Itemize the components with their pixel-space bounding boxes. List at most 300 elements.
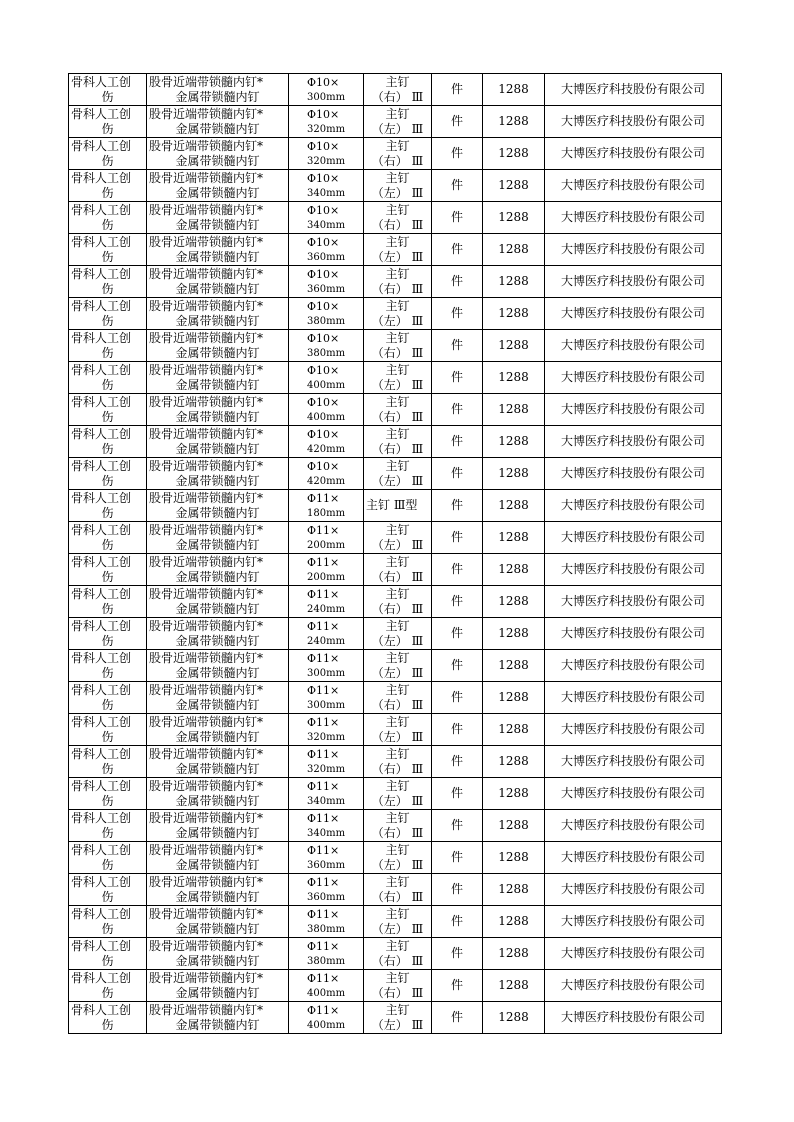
product-name-cell-line-2: 金属带锁髓内钉 [175, 537, 260, 552]
company-cell-text: 大博医疗科技股份有限公司 [560, 114, 705, 128]
company-cell [545, 906, 722, 938]
category-cell-line-2: 伤 [101, 633, 114, 648]
category-cell-line-2: 伤 [101, 505, 114, 520]
company-cell [545, 138, 722, 170]
product-name-cell [147, 138, 289, 170]
spec-cell [289, 458, 364, 490]
category-cell [69, 650, 147, 682]
product-name-cell [147, 170, 289, 202]
company-cell-text: 大博医疗科技股份有限公司 [560, 242, 705, 256]
unit-cell [432, 266, 483, 298]
price-cell [483, 554, 545, 586]
category-cell [69, 298, 147, 330]
company-cell [545, 202, 722, 234]
spec-cell-line-1: Φ11× [307, 1003, 340, 1017]
category-cell [69, 266, 147, 298]
unit-cell [432, 522, 483, 554]
unit-cell [432, 746, 483, 778]
product-name-cell-line-2: 金属带锁髓内钉 [175, 1017, 260, 1032]
model-cell-line-1: 主钉 [385, 138, 410, 153]
product-name-cell-line-1: 股骨近端带锁髓内钉* [149, 810, 264, 825]
company-cell-text: 大博医疗科技股份有限公司 [560, 434, 705, 448]
spec-cell-line-1: Φ11× [307, 715, 340, 729]
category-cell [69, 394, 147, 426]
category-cell-line-1: 骨科人工创 [71, 682, 132, 697]
model-cell [364, 330, 432, 362]
category-cell-line-2: 伤 [101, 121, 114, 136]
model-cell-line-1: 主钉 [385, 1002, 410, 1017]
model-cell-line-1: 主钉 [385, 234, 410, 249]
unit-cell [432, 234, 483, 266]
document-page [68, 73, 722, 1034]
table-row [69, 330, 722, 362]
spec-cell-line-2: 200mm [307, 539, 346, 551]
unit-cell-text: 件 [450, 466, 463, 480]
category-cell-line-1: 骨科人工创 [71, 330, 132, 345]
unit-cell-text: 件 [450, 882, 463, 896]
spec-cell-line-2: 320mm [307, 155, 346, 167]
unit-cell-text: 件 [450, 594, 463, 608]
category-cell-line-2: 伤 [101, 441, 114, 456]
company-cell [545, 970, 722, 1002]
price-cell [483, 682, 545, 714]
product-name-cell-line-1: 股骨近端带锁髓内钉* [149, 394, 264, 409]
category-cell [69, 586, 147, 618]
unit-cell [432, 810, 483, 842]
price-cell-text: 1288 [498, 530, 529, 544]
spec-cell-line-2: 340mm [307, 187, 346, 199]
model-cell [364, 810, 432, 842]
unit-cell-text: 件 [450, 82, 463, 96]
product-name-cell-line-1: 股骨近端带锁髓内钉* [149, 746, 264, 761]
company-cell [545, 234, 722, 266]
category-cell-line-1: 骨科人工创 [71, 138, 132, 153]
spec-cell [289, 778, 364, 810]
model-cell-line-2: （左） Ⅲ [371, 473, 424, 488]
product-name-cell-line-2: 金属带锁髓内钉 [175, 217, 260, 232]
category-cell-line-2: 伤 [101, 249, 114, 264]
price-cell [483, 490, 545, 522]
product-name-cell-line-1: 股骨近端带锁髓内钉* [149, 778, 264, 793]
category-cell [69, 554, 147, 586]
product-name-cell [147, 810, 289, 842]
company-cell [545, 714, 722, 746]
spec-cell-line-1: Φ11× [307, 491, 340, 505]
category-cell [69, 138, 147, 170]
unit-cell-text: 件 [450, 914, 463, 928]
model-cell-line-2: （右） Ⅲ [371, 601, 424, 616]
category-cell [69, 682, 147, 714]
price-cell-text: 1288 [498, 1010, 529, 1024]
price-cell-text: 1288 [498, 754, 529, 768]
unit-cell [432, 74, 483, 106]
product-name-cell-line-2: 金属带锁髓内钉 [175, 89, 260, 104]
table-row [69, 810, 722, 842]
model-cell-line-1: 主钉 [385, 842, 410, 857]
spec-cell-line-2: 380mm [307, 923, 346, 935]
model-cell [364, 522, 432, 554]
spec-cell [289, 522, 364, 554]
product-name-cell-line-2: 金属带锁髓内钉 [175, 345, 260, 360]
company-cell [545, 746, 722, 778]
price-cell [483, 586, 545, 618]
company-cell [545, 554, 722, 586]
product-name-cell-line-1: 股骨近端带锁髓内钉* [149, 874, 264, 889]
product-name-cell-line-1: 股骨近端带锁髓内钉* [149, 554, 264, 569]
spec-cell [289, 202, 364, 234]
spec-cell-line-1: Φ11× [307, 971, 340, 985]
model-cell-line-2: （左） Ⅲ [371, 377, 424, 392]
model-cell-line-1: 主钉 [385, 778, 410, 793]
price-cell [483, 714, 545, 746]
unit-cell [432, 362, 483, 394]
spec-cell-line-2: 360mm [307, 283, 346, 295]
spec-cell-line-1: Φ11× [307, 523, 340, 537]
table-row [69, 138, 722, 170]
model-cell-line-2: （右） Ⅲ [371, 441, 424, 456]
price-cell-text: 1288 [498, 818, 529, 832]
table-row [69, 266, 722, 298]
company-cell [545, 810, 722, 842]
model-cell [364, 202, 432, 234]
product-name-cell-line-2: 金属带锁髓内钉 [175, 569, 260, 584]
category-cell-line-2: 伤 [101, 537, 114, 552]
category-cell-line-2: 伤 [101, 889, 114, 904]
unit-cell-text: 件 [450, 786, 463, 800]
category-cell-line-2: 伤 [101, 217, 114, 232]
price-cell [483, 298, 545, 330]
company-cell-text: 大博医疗科技股份有限公司 [560, 594, 705, 608]
product-name-cell-line-2: 金属带锁髓内钉 [175, 889, 260, 904]
model-cell-line-2: （左） Ⅲ [371, 249, 424, 264]
category-cell [69, 362, 147, 394]
spec-cell-line-2: 400mm [307, 411, 346, 423]
product-name-cell-line-1: 股骨近端带锁髓内钉* [149, 682, 264, 697]
spec-cell-line-2: 320mm [307, 123, 346, 135]
company-cell-text: 大博医疗科技股份有限公司 [560, 82, 705, 96]
unit-cell [432, 778, 483, 810]
unit-cell [432, 618, 483, 650]
product-name-cell [147, 298, 289, 330]
spec-cell [289, 426, 364, 458]
model-cell-line-2: （右） Ⅲ [371, 825, 424, 840]
price-cell [483, 522, 545, 554]
product-name-cell [147, 714, 289, 746]
company-cell [545, 842, 722, 874]
price-cell-text: 1288 [498, 946, 529, 960]
spec-cell [289, 938, 364, 970]
spec-cell-line-2: 300mm [307, 699, 346, 711]
product-name-cell-line-2: 金属带锁髓内钉 [175, 953, 260, 968]
company-cell-text: 大博医疗科技股份有限公司 [560, 818, 705, 832]
model-cell-text: 主钉 Ⅲ型 [366, 498, 418, 512]
product-name-cell [147, 330, 289, 362]
category-cell-line-2: 伤 [101, 793, 114, 808]
table-row [69, 874, 722, 906]
price-cell-text: 1288 [498, 306, 529, 320]
product-name-cell-line-1: 股骨近端带锁髓内钉* [149, 714, 264, 729]
model-cell-line-1: 主钉 [385, 106, 410, 121]
spec-cell [289, 650, 364, 682]
spec-cell-line-1: Φ11× [307, 875, 340, 889]
spec-cell [289, 618, 364, 650]
product-name-cell-line-2: 金属带锁髓内钉 [175, 697, 260, 712]
category-cell [69, 170, 147, 202]
spec-cell [289, 682, 364, 714]
spec-cell-line-1: Φ10× [307, 427, 340, 441]
model-cell-line-2: （左） Ⅲ [371, 633, 424, 648]
spec-cell-line-2: 400mm [307, 1019, 346, 1031]
table-row [69, 234, 722, 266]
table-row [69, 682, 722, 714]
unit-cell-text: 件 [450, 754, 463, 768]
unit-cell-text: 件 [450, 178, 463, 192]
model-cell-line-1: 主钉 [385, 202, 410, 217]
model-cell-line-1: 主钉 [385, 746, 410, 761]
unit-cell [432, 426, 483, 458]
category-cell-line-1: 骨科人工创 [71, 746, 132, 761]
spec-cell-line-2: 380mm [307, 315, 346, 327]
unit-cell-text: 件 [450, 242, 463, 256]
model-cell-line-2: （左） Ⅲ [371, 121, 424, 136]
product-name-cell [147, 74, 289, 106]
product-name-cell [147, 586, 289, 618]
model-cell-line-1: 主钉 [385, 554, 410, 569]
spec-cell-line-2: 240mm [307, 635, 346, 647]
company-cell-text: 大博医疗科技股份有限公司 [560, 210, 705, 224]
model-cell-line-2: （左） Ⅲ [371, 537, 424, 552]
model-cell-line-2: （右） Ⅲ [371, 345, 424, 360]
category-cell-line-1: 骨科人工创 [71, 490, 132, 505]
model-cell-line-2: （左） Ⅲ [371, 665, 424, 680]
product-name-cell [147, 682, 289, 714]
company-cell [545, 522, 722, 554]
model-cell-line-2: （左） Ⅲ [371, 729, 424, 744]
spec-cell [289, 1002, 364, 1034]
price-cell-text: 1288 [498, 274, 529, 288]
model-cell [364, 714, 432, 746]
category-cell-line-1: 骨科人工创 [71, 202, 132, 217]
product-name-cell-line-1: 股骨近端带锁髓内钉* [149, 490, 264, 505]
model-cell-line-2: （右） Ⅲ [371, 953, 424, 968]
model-cell-line-2: （右） Ⅲ [371, 409, 424, 424]
product-name-cell [147, 618, 289, 650]
category-cell [69, 202, 147, 234]
spec-cell-line-2: 400mm [307, 379, 346, 391]
product-name-cell-line-1: 股骨近端带锁髓内钉* [149, 586, 264, 601]
product-name-cell-line-2: 金属带锁髓内钉 [175, 601, 260, 616]
category-cell-line-1: 骨科人工创 [71, 714, 132, 729]
model-cell-line-2: （右） Ⅲ [371, 217, 424, 232]
product-name-cell-line-1: 股骨近端带锁髓内钉* [149, 74, 264, 89]
product-name-cell-line-2: 金属带锁髓内钉 [175, 249, 260, 264]
spec-cell-line-1: Φ10× [307, 299, 340, 313]
model-cell-line-2: （右） Ⅲ [371, 281, 424, 296]
product-name-cell-line-1: 股骨近端带锁髓内钉* [149, 298, 264, 313]
model-cell-line-2: （右） Ⅲ [371, 569, 424, 584]
price-cell [483, 778, 545, 810]
company-cell [545, 458, 722, 490]
company-cell-text: 大博医疗科技股份有限公司 [560, 306, 705, 320]
price-cell-text: 1288 [498, 658, 529, 672]
price-cell-text: 1288 [498, 562, 529, 576]
spec-cell-line-2: 420mm [307, 443, 346, 455]
spec-cell-line-2: 360mm [307, 859, 346, 871]
category-cell-line-2: 伤 [101, 601, 114, 616]
price-cell-text: 1288 [498, 498, 529, 512]
product-name-cell-line-1: 股骨近端带锁髓内钉* [149, 1002, 264, 1017]
product-name-cell-line-2: 金属带锁髓内钉 [175, 473, 260, 488]
company-cell [545, 682, 722, 714]
company-cell [545, 298, 722, 330]
price-cell [483, 138, 545, 170]
spec-cell-line-1: Φ11× [307, 619, 340, 633]
product-name-cell [147, 650, 289, 682]
category-cell-line-1: 骨科人工创 [71, 298, 132, 313]
product-name-cell [147, 202, 289, 234]
unit-cell [432, 138, 483, 170]
model-cell [364, 1002, 432, 1034]
category-cell-line-2: 伤 [101, 153, 114, 168]
product-name-cell-line-2: 金属带锁髓内钉 [175, 985, 260, 1000]
company-cell-text: 大博医疗科技股份有限公司 [560, 498, 705, 512]
product-name-cell-line-1: 股骨近端带锁髓内钉* [149, 170, 264, 185]
category-cell-line-2: 伤 [101, 1017, 114, 1032]
spec-cell-line-2: 360mm [307, 891, 346, 903]
product-name-cell-line-1: 股骨近端带锁髓内钉* [149, 234, 264, 249]
unit-cell [432, 298, 483, 330]
category-cell [69, 906, 147, 938]
company-cell-text: 大博医疗科技股份有限公司 [560, 626, 705, 640]
model-cell-line-2: （左） Ⅲ [371, 793, 424, 808]
category-cell-line-1: 骨科人工创 [71, 522, 132, 537]
table-row [69, 618, 722, 650]
model-cell-line-1: 主钉 [385, 586, 410, 601]
model-cell-line-1: 主钉 [385, 650, 410, 665]
category-cell-line-2: 伤 [101, 89, 114, 104]
spec-cell-line-1: Φ11× [307, 587, 340, 601]
spec-cell-line-2: 340mm [307, 219, 346, 231]
company-cell-text: 大博医疗科技股份有限公司 [560, 850, 705, 864]
company-cell-text: 大博医疗科技股份有限公司 [560, 178, 705, 192]
product-name-cell-line-1: 股骨近端带锁髓内钉* [149, 266, 264, 281]
model-cell [364, 234, 432, 266]
price-cell [483, 74, 545, 106]
product-name-cell-line-2: 金属带锁髓内钉 [175, 377, 260, 392]
unit-cell [432, 490, 483, 522]
spec-cell-line-1: Φ10× [307, 203, 340, 217]
category-cell [69, 618, 147, 650]
price-cell-text: 1288 [498, 146, 529, 160]
product-price-table [68, 73, 722, 1034]
price-cell [483, 746, 545, 778]
spec-cell-line-2: 380mm [307, 955, 346, 967]
model-cell-line-1: 主钉 [385, 458, 410, 473]
product-name-cell-line-2: 金属带锁髓内钉 [175, 729, 260, 744]
unit-cell-text: 件 [450, 658, 463, 672]
category-cell [69, 330, 147, 362]
table-body [69, 74, 722, 1034]
category-cell [69, 970, 147, 1002]
model-cell-line-2: （右） Ⅲ [371, 697, 424, 712]
product-name-cell [147, 522, 289, 554]
model-cell-line-1: 主钉 [385, 618, 410, 633]
product-name-cell [147, 426, 289, 458]
table-row [69, 362, 722, 394]
model-cell [364, 170, 432, 202]
company-cell-text: 大博医疗科技股份有限公司 [560, 562, 705, 576]
table-row [69, 586, 722, 618]
model-cell-line-2: （左） Ⅲ [371, 857, 424, 872]
product-name-cell-line-1: 股骨近端带锁髓内钉* [149, 618, 264, 633]
product-name-cell-line-1: 股骨近端带锁髓内钉* [149, 970, 264, 985]
model-cell [364, 682, 432, 714]
table-row [69, 458, 722, 490]
product-name-cell-line-2: 金属带锁髓内钉 [175, 921, 260, 936]
company-cell-text: 大博医疗科技股份有限公司 [560, 338, 705, 352]
product-name-cell-line-2: 金属带锁髓内钉 [175, 409, 260, 424]
table-row [69, 170, 722, 202]
product-name-cell [147, 394, 289, 426]
price-cell [483, 202, 545, 234]
company-cell-text: 大博医疗科技股份有限公司 [560, 466, 705, 480]
price-cell [483, 618, 545, 650]
unit-cell-text: 件 [450, 498, 463, 512]
price-cell [483, 1002, 545, 1034]
product-name-cell-line-1: 股骨近端带锁髓内钉* [149, 842, 264, 857]
category-cell-line-2: 伤 [101, 185, 114, 200]
category-cell-line-2: 伤 [101, 345, 114, 360]
unit-cell [432, 586, 483, 618]
model-cell-line-1: 主钉 [385, 330, 410, 345]
unit-cell-text: 件 [450, 978, 463, 992]
spec-cell [289, 394, 364, 426]
product-name-cell-line-2: 金属带锁髓内钉 [175, 761, 260, 776]
spec-cell-line-1: Φ11× [307, 747, 340, 761]
company-cell [545, 586, 722, 618]
category-cell-line-2: 伤 [101, 377, 114, 392]
category-cell-line-2: 伤 [101, 825, 114, 840]
model-cell-line-1: 主钉 [385, 426, 410, 441]
model-cell-line-1: 主钉 [385, 906, 410, 921]
company-cell-text: 大博医疗科技股份有限公司 [560, 754, 705, 768]
category-cell-line-1: 骨科人工创 [71, 234, 132, 249]
category-cell-line-1: 骨科人工创 [71, 970, 132, 985]
company-cell [545, 426, 722, 458]
price-cell-text: 1288 [498, 594, 529, 608]
spec-cell [289, 842, 364, 874]
product-name-cell [147, 906, 289, 938]
product-name-cell-line-2: 金属带锁髓内钉 [175, 793, 260, 808]
spec-cell [289, 490, 364, 522]
category-cell-line-1: 骨科人工创 [71, 842, 132, 857]
model-cell-line-2: （右） Ⅲ [371, 889, 424, 904]
product-name-cell [147, 938, 289, 970]
product-name-cell-line-1: 股骨近端带锁髓内钉* [149, 362, 264, 377]
company-cell [545, 106, 722, 138]
spec-cell-line-1: Φ10× [307, 331, 340, 345]
product-name-cell-line-1: 股骨近端带锁髓内钉* [149, 938, 264, 953]
product-name-cell-line-1: 股骨近端带锁髓内钉* [149, 106, 264, 121]
model-cell-line-1: 主钉 [385, 266, 410, 281]
model-cell-line-1: 主钉 [385, 394, 410, 409]
unit-cell-text: 件 [450, 946, 463, 960]
table-row [69, 938, 722, 970]
spec-cell [289, 874, 364, 906]
product-name-cell-line-2: 金属带锁髓内钉 [175, 857, 260, 872]
category-cell-line-1: 骨科人工创 [71, 362, 132, 377]
company-cell-text: 大博医疗科技股份有限公司 [560, 882, 705, 896]
